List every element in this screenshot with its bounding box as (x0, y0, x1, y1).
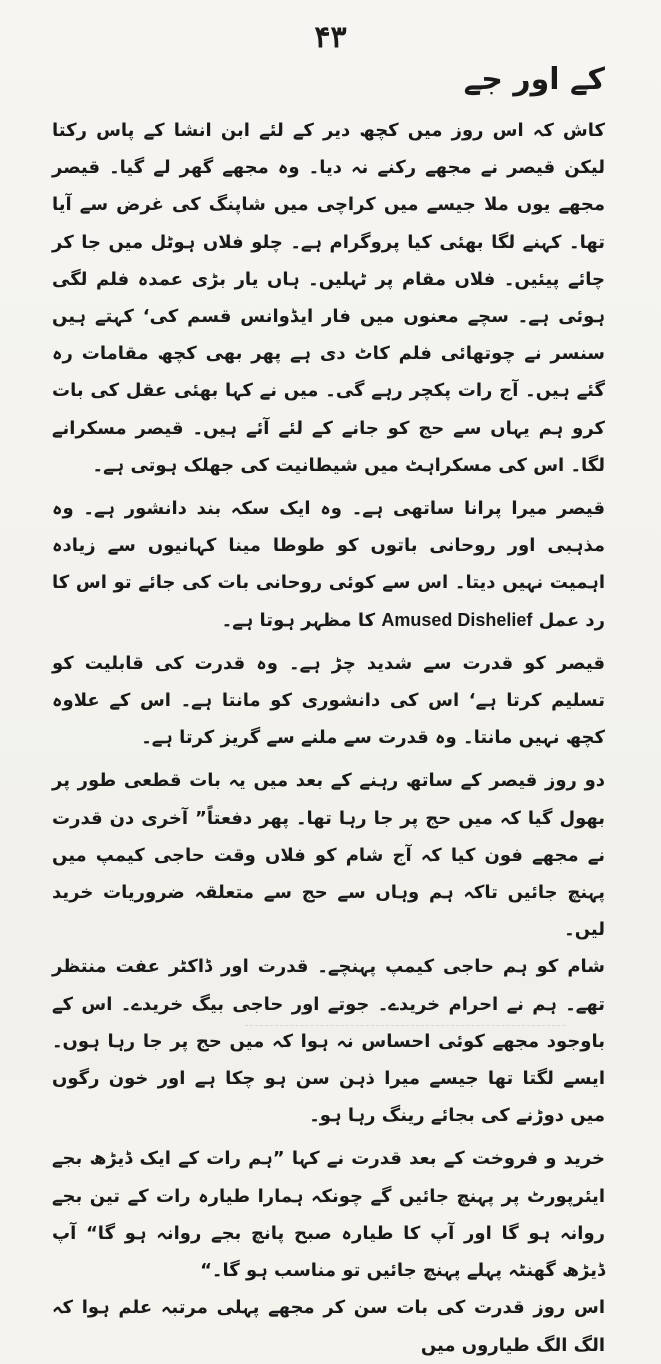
paragraph-2-text: قیصر میرا پرانا ساتھی ہے۔ وہ ایک سکہ بند دانشور ہے۔ وہ مذہبی اور روحانی باتوں کو طوطا مینا کہانیوں سے زیادہ اہمیت نہیں دیتا۔ اس سے کوئی روحانی بات کی جائے تو اس کا رد عمل (52, 498, 605, 631)
paragraph-2 (52, 490, 605, 639)
page-number: ۴۳ (314, 20, 347, 55)
body-text (52, 112, 605, 1364)
paragraph-2-end: کا مظہر ہوتا ہے۔ (221, 609, 376, 631)
paragraph-5: شام کو ہم حاجی کیمپ پہنچے۔ قدرت اور ڈاکٹر عفت منتظر تھے۔ ہم نے احرام خریدے۔ جوتے اور حاجی بیگ خریدے۔ اس کے باوجود مجھے کوئی احساس نہ ہوا کہ میں حج پر جا رہا ہوں۔ ایسے لگتا تھا جیسے میرا ذہن سن ہو چکا ہے اور خون رگوں میں دوڑنے کی بجائے رینگ رہا ہو۔ (52, 956, 605, 1127)
paragraph-3: قیصر کو قدرت سے شدید چڑ ہے۔ وہ قدرت کی قابلیت کو تسلیم کرتا ہے‘ اس کی دانشوری کو مانتا ہے۔ اس کے علاوہ کچھ نہیں مانتا۔ وہ قدرت سے ملنے سے گریز کرتا ہے۔ (52, 652, 605, 749)
faint-bleed-mark (245, 1025, 565, 1044)
paragraph-7: اس روز قدرت کی بات سن کر مجھے پہلی مرتبہ علم ہوا کہ الگ الگ طیاروں میں (52, 1297, 605, 1356)
english-phrase: Amused Dishelief (381, 609, 533, 630)
paragraph-6: خرید و فروخت کے بعد قدرت نے کہا ”ہم رات کے ایک ڈیڑھ بجے ایئرپورٹ پر پہنچ جائیں گے چونکہ ہمارا طیارہ رات کے تین بجے روانہ ہو گا اور آپ کا طیارہ صبح پانچ بجے روانہ ہو گا“ آپ ڈیڑھ گھنٹہ پہلے پہنچ جائیں تو مناسب ہو گا۔“ (52, 1148, 605, 1282)
paragraph-1: کاش کہ اس روز میں کچھ دیر کے لئے ابن انشا کے پاس رکتا لیکن قیصر نے مجھے رکنے نہ دیا۔ وہ مجھے گھر لے گیا۔ قیصر مجھے یوں ملا جیسے میں کراچی میں شاپنگ کی غرض سے آیا تھا۔ کہنے لگا بھئی کیا پروگرام ہے۔ چلو فلاں ہوٹل میں جا کر چائے پیئیں۔ فلاں مقام پر ٹہلیں۔ ہاں یار بڑی عمدہ فلم لگی ہوئی ہے۔ سچے معنوں میں فار ایڈوانس قسم کی‘ کہتے ہیں سنسر نے چوتھائی فلم کاٹ دی ہے پھر بھی کچھ مقامات رہ گئے ہیں۔ آج رات پکچر رہے گی۔ میں نے کہا بھئی عقل کی بات کرو ہم یہاں سے حج کو جانے کے لئے آئے ہیں۔ قیصر مسکرانے لگا۔ اس کی مسکراہٹ میں شیطانیت کی جھلک ہوتی ہے۔ (52, 120, 605, 476)
chapter-title: کے اور جے (463, 62, 605, 97)
paragraph-4: دو روز قیصر کے ساتھ رہنے کے بعد میں یہ بات قطعی طور پر بھول گیا کہ میں حج پر جا رہا تھا۔ پھر دفعتاً” آخری دن قدرت نے مجھے فون کیا کہ آج شام کو فلاں وقت حاجی کیمپ میں پہنچ جائیں تاکہ ہم وہاں سے حج سے متعلقہ ضروریات خرید لیں۔ (52, 770, 605, 941)
